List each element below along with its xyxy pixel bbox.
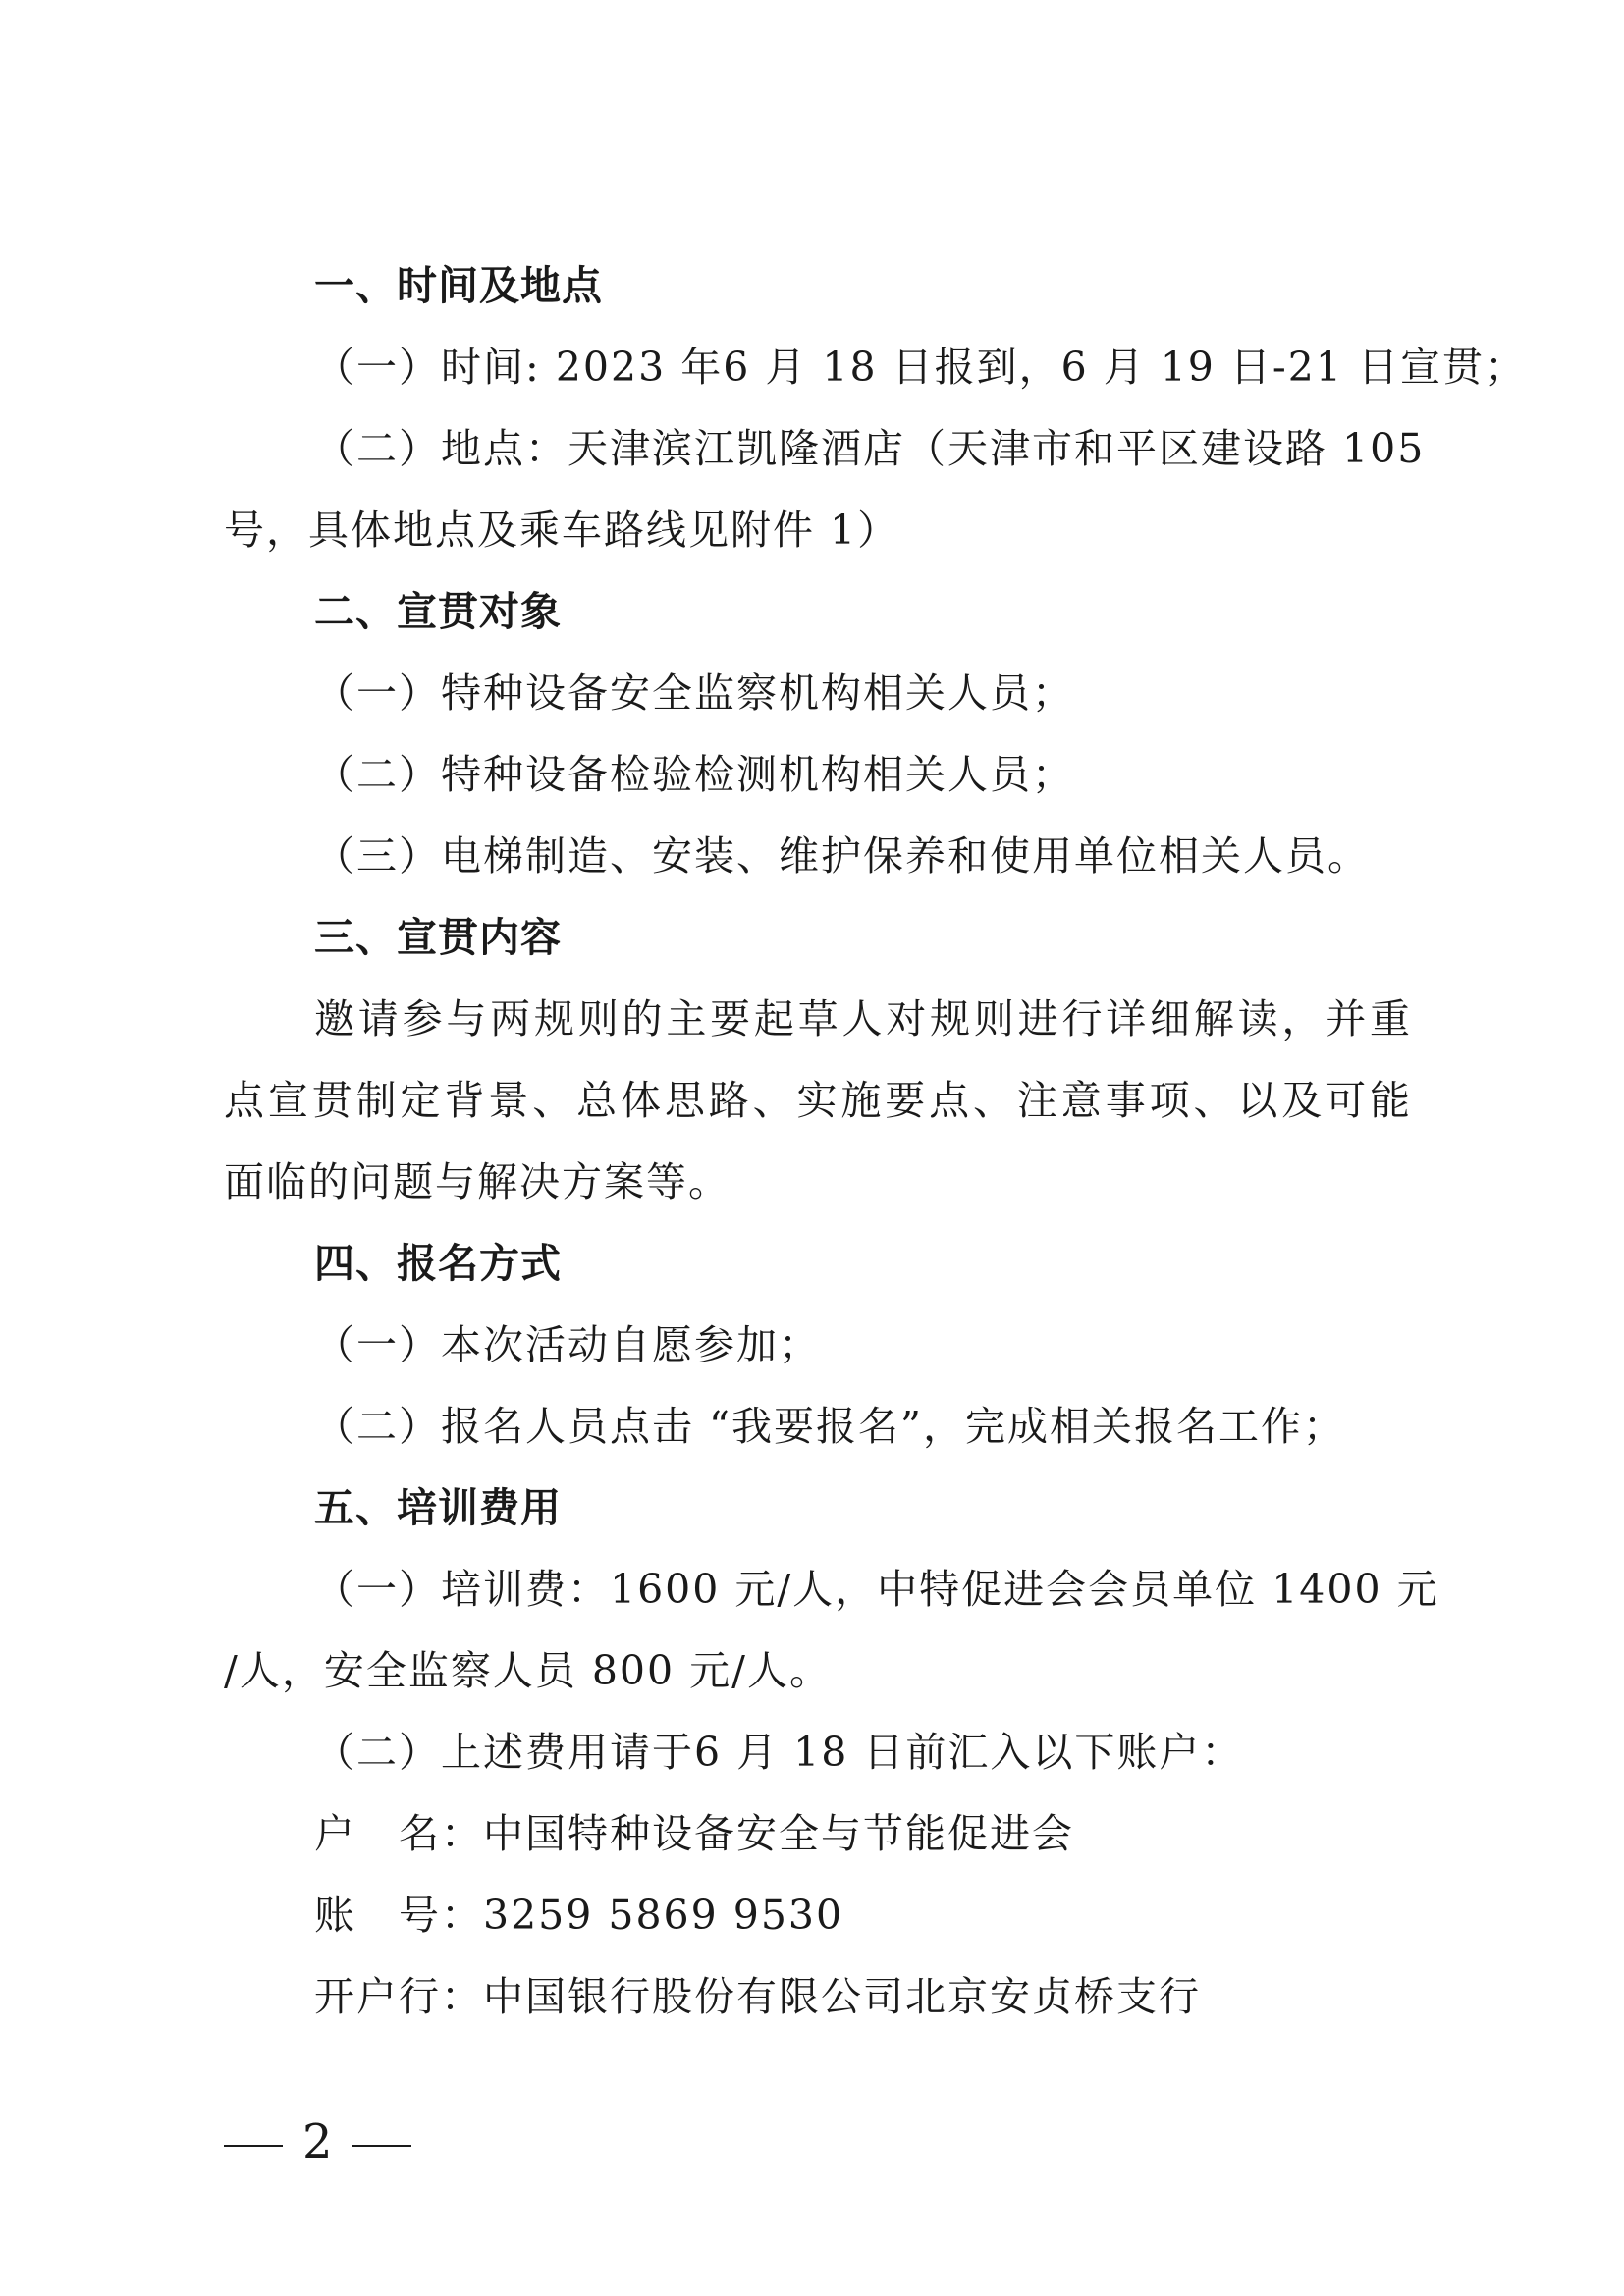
registration-item-1: （一）本次活动自愿参加； bbox=[314, 1321, 821, 1368]
fee-item-line2: /人，安全监察人员 800 元/人。 bbox=[224, 1647, 832, 1694]
section-heading-registration: 四、报名方式 bbox=[314, 1240, 562, 1287]
page-footer bbox=[224, 2112, 411, 2171]
section-heading-audience: 二、宣贯对象 bbox=[314, 588, 562, 635]
section-heading-content: 三、宣贯内容 bbox=[314, 914, 562, 961]
fee-item-line1: （一）培训费：1600 元/人，中特促进会会员单位 1400 元 bbox=[314, 1566, 1439, 1613]
bank-name: 开户行：中国银行股份有限公司北京安贞桥支行 bbox=[314, 1973, 1201, 2020]
section-heading-time-place: 一、时间及地点 bbox=[314, 262, 603, 309]
place-item-line1: （二）地点：天津滨江凯隆酒店（天津市和平区建设路 105 bbox=[314, 425, 1426, 472]
footer-dash-left bbox=[224, 2145, 283, 2147]
audience-item-3: （三）电梯制造、安装、维护保养和使用单位相关人员。 bbox=[314, 832, 1370, 880]
fee-payment-instruction: （二）上述费用请于6 月 18 日前汇入以下账户： bbox=[314, 1729, 1244, 1776]
section-heading-fees: 五、培训费用 bbox=[314, 1484, 562, 1531]
account-name: 户 名：中国特种设备安全与节能促进会 bbox=[314, 1810, 1074, 1857]
place-item-line2: 号，具体地点及乘车路线见附件 1） bbox=[224, 507, 900, 554]
footer-dash-right bbox=[352, 2145, 411, 2147]
registration-item-2: （二）报名人员点击 “我要报名”，完成相关报名工作； bbox=[314, 1403, 1345, 1450]
audience-item-2: （二）特种设备检验检测机构相关人员； bbox=[314, 751, 1074, 798]
audience-item-1: （一）特种设备安全监察机构相关人员； bbox=[314, 669, 1074, 717]
account-number: 账 号：3259 5869 9530 bbox=[314, 1892, 844, 1939]
content-para-line2: 点宣贯制定背景、总体思路、实施要点、注意事项、以及可能 bbox=[224, 1077, 1412, 1124]
time-item: （一）时间: 2023 年6 月 18 日报到，6 月 19 日-21 日宣贯； bbox=[314, 344, 1527, 391]
content-para-line1: 邀请参与两规则的主要起草人对规则进行详细解读，并重 bbox=[314, 995, 1412, 1042]
content-para-line3: 面临的问题与解决方案等。 bbox=[224, 1158, 731, 1205]
page-number: 2 bbox=[302, 2114, 333, 2169]
